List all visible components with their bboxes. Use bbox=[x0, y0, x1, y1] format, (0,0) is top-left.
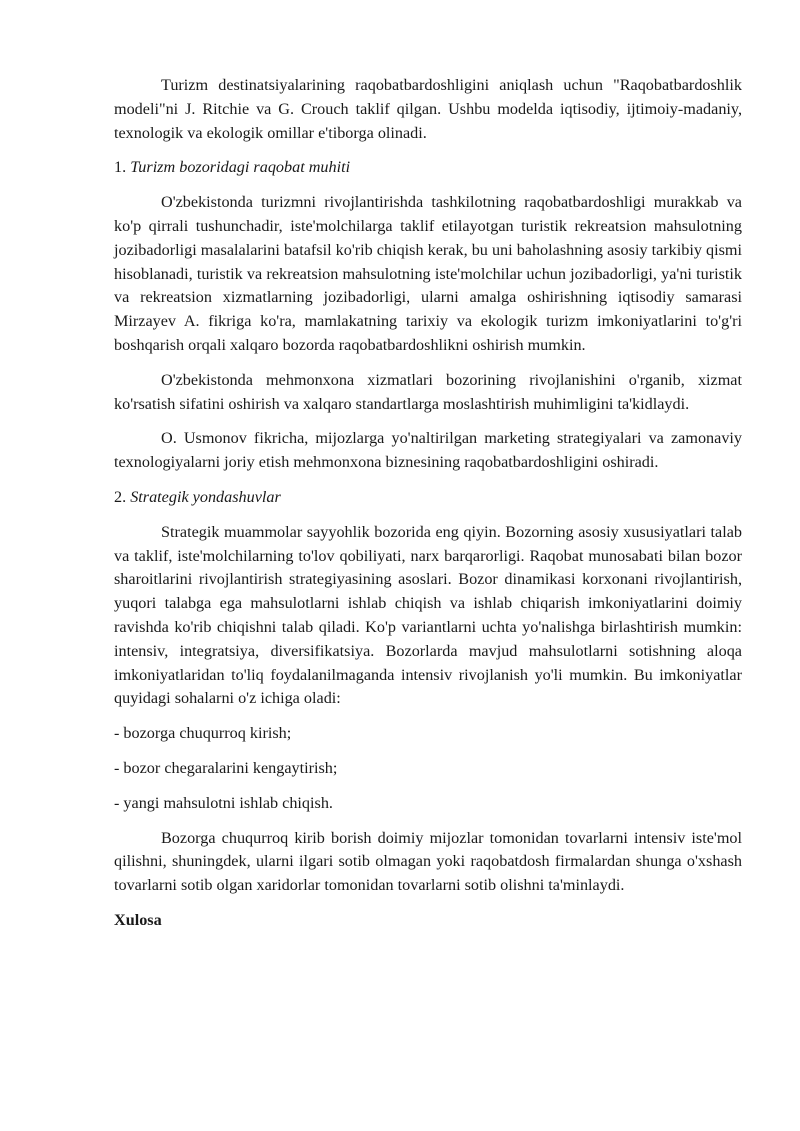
document-page bbox=[114, 74, 742, 933]
list-item: - bozor chegaralarini kengaytirish; bbox=[114, 758, 338, 777]
intro-paragraph: Turizm destinatsiyalarining raqobatbardoshligini aniqlash uchun "Raqobatbardoshlik modeli"ni J. Ritchie va G. Crouch taklif qilgan. Ushbu modelda iqtisodiy, ijtimoiy-madaniy, texnologik va ekologik omillar e'tiborga olinadi. bbox=[114, 76, 742, 142]
conclusion-heading: Xulosa bbox=[114, 910, 162, 929]
list-item: - yangi mahsulotni ishlab chiqish. bbox=[114, 793, 333, 812]
section-1-title: Turizm bozoridagi raqobat muhiti bbox=[130, 158, 351, 177]
section-2-paragraph: Strategik muammolar sayyohlik bozorida eng qiyin. Bozorning asosiy xususiyatlari talab va taklif, iste'molchilarning to'lov qobiliyati, narx barqarorligi. Raqobat munosabati bilan bozor sharoitlarini rivojlantirish strategiyasining asoslari. Bozor dinamikasi korxonani rivojlantirish, yuqori talabga ega mahsulotlarni ishlab chiqish va ishlab chiqarish imkoniyatlarini doimiy ravishda ko'rib chiqishni talab qiladi. Ko'p variantlarni uchta yo'nalishga birlashtirish mumkin: intensiv, integratsiya, diversifikatsiya. Bozorlarda mavjud mahsulotlarni sotishning aloqa imkoniyatlaridan to'liq foydalanilmaganda intensiv rivojlanish yo'li mumkin. Bu imkoniyatlar quyidagi sohalarni o'z ichiga oladi: bbox=[114, 522, 742, 708]
section-2-title: Strategik yondashuvlar bbox=[130, 487, 281, 506]
list-item: - bozorga chuqurroq kirish; bbox=[114, 724, 292, 743]
section-1-paragraph-1: O'zbekistonda turizmni rivojlantirishda tashkilotning raqobatbardoshligi murakkab va ko'p qirrali tushunchadir, iste'molchilarga taklif etilayotgan turistik rekreatsion mahsulotning jozibadorligi masalalarini batafsil ko'rib chiqish kerak, bu uni baholashning asosiy tarkibiy qismi hisoblanadi, turistik va rekreatsion mahsulotning iste'molchilar uchun jozibadorligi, ya'ni turistik va rekreatsion xizmatlarning jozibadorligi, ularni amalga oshirishning iqtisodiy samarasi Mirzayev A. fikriga ko'ra, mamlakatning tarixiy va ekologik turizm imkoniyatlarini to'g'ri boshqarish orqali xalqaro bozorda raqobatbardoshlikni oshirish mumkin. bbox=[114, 193, 742, 354]
section-2-closing-paragraph: Bozorga chuqurroq kirib borish doimiy mijozlar tomonidan tovarlarni intensiv iste'mol qilishni, shuningdek, ularni ilgari sotib olmagan yoki raqobatdosh firmalardan shunga o'xshash tovarlarni sotib olgan xaridorlar tomonidan tovarlarni sotib olishni ta'minlaydi. bbox=[114, 828, 742, 895]
section-2-heading bbox=[114, 486, 742, 510]
section-1-heading bbox=[114, 156, 742, 180]
section-1-paragraph-2: O'zbekistonda mehmonxona xizmatlari bozorining rivojlanishini o'rganib, xizmat ko'rsatish sifatini oshirish va xalqaro standartlarga moslashtirish muhimligini ta'kidlaydi. bbox=[114, 370, 742, 413]
section-2-number: 2. bbox=[114, 487, 127, 506]
section-1-number: 1. bbox=[114, 158, 127, 177]
section-1-paragraph-3: O. Usmonov fikricha, mijozlarga yo'naltirilgan marketing strategiyalari va zamonaviy texnologiyalarni joriy etish mehmonxona biznesining raqobatbardoshligini oshiradi. bbox=[114, 429, 742, 472]
